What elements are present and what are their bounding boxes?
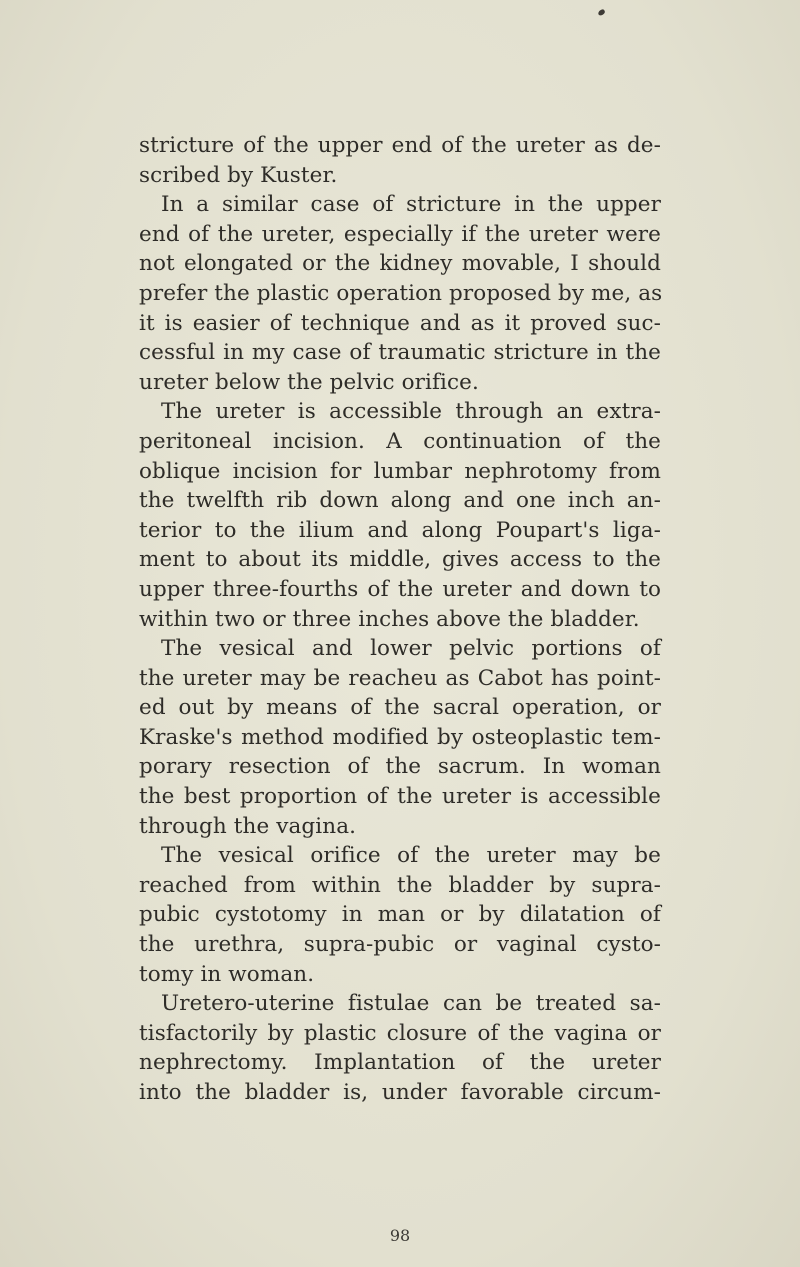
text-line: oblique incision for lumbar nephrotomy from: [139, 458, 661, 484]
text-line: cessful in my case of traumatic stricture in the: [139, 340, 661, 366]
text-line: stricture of the upper end of the ureter as de-: [139, 133, 661, 158]
ink-speck: [597, 9, 606, 17]
paragraph-first-line: The vesical orifice of the ureter may be: [161, 843, 661, 869]
text-line: terior to the ilium and along Poupart's liga-: [139, 517, 661, 543]
text-line: pubic cystotomy in man or by dilatation of: [139, 902, 661, 928]
text-line: the twelfth rib down along and one inch an-: [139, 488, 661, 514]
text-line: ment to about its middle, gives access to the: [139, 547, 661, 573]
text-line: end of the ureter, especially if the ureter were: [139, 221, 661, 247]
text-line: tisfactorily by plastic closure of the vagina or: [139, 1020, 661, 1046]
text-line: the best proportion of the ureter is accessible: [139, 784, 661, 810]
text-line: prefer the plastic operation proposed by me, as: [139, 280, 663, 306]
text-line: Kraske's method modified by osteoplastic tem-: [139, 724, 661, 750]
text-line: within two or three inches above the bladder.: [139, 606, 640, 632]
text-line: the ureter may be reacheu as Cabot has point-: [139, 665, 661, 691]
text-line: ed out by means of the sacral operation, or: [139, 695, 661, 721]
text-line: through the vagina.: [139, 813, 357, 839]
text-line: upper three-fourths of the ureter and down to: [139, 576, 661, 602]
text-line: not elongated or the kidney movable, I should: [139, 251, 661, 277]
body-text: [139, 131, 661, 1108]
text-line: tomy in woman.: [139, 961, 315, 987]
text-line: porary resection of the sacrum. In woman: [139, 754, 661, 780]
text-line: reached from within the bladder by supra-: [139, 872, 661, 898]
text-line: nephrectomy. Implantation of the ureter: [139, 1050, 661, 1076]
paragraph-first-line: In a similar case of stricture in the upper: [161, 192, 661, 218]
paragraph-first-line: The ureter is accessible through an extra-: [161, 399, 661, 425]
text-line: scribed by Kuster.: [139, 162, 338, 188]
text-line: the urethra, supra-pubic or vaginal cysto-: [139, 932, 661, 958]
text-line: ureter below the pelvic orifice.: [139, 369, 479, 395]
page-number: 98: [389, 1226, 411, 1245]
paragraph-first-line: Uretero-uterine fistulae can be treated sa-: [161, 991, 661, 1017]
text-line: it is easier of technique and as it proved suc-: [139, 310, 661, 336]
text-line: peritoneal incision. A continuation of the: [139, 428, 661, 454]
paragraph-first-line: The vesical and lower pelvic portions of: [161, 636, 661, 662]
text-line: into the bladder is, under favorable circum-: [139, 1080, 661, 1105]
